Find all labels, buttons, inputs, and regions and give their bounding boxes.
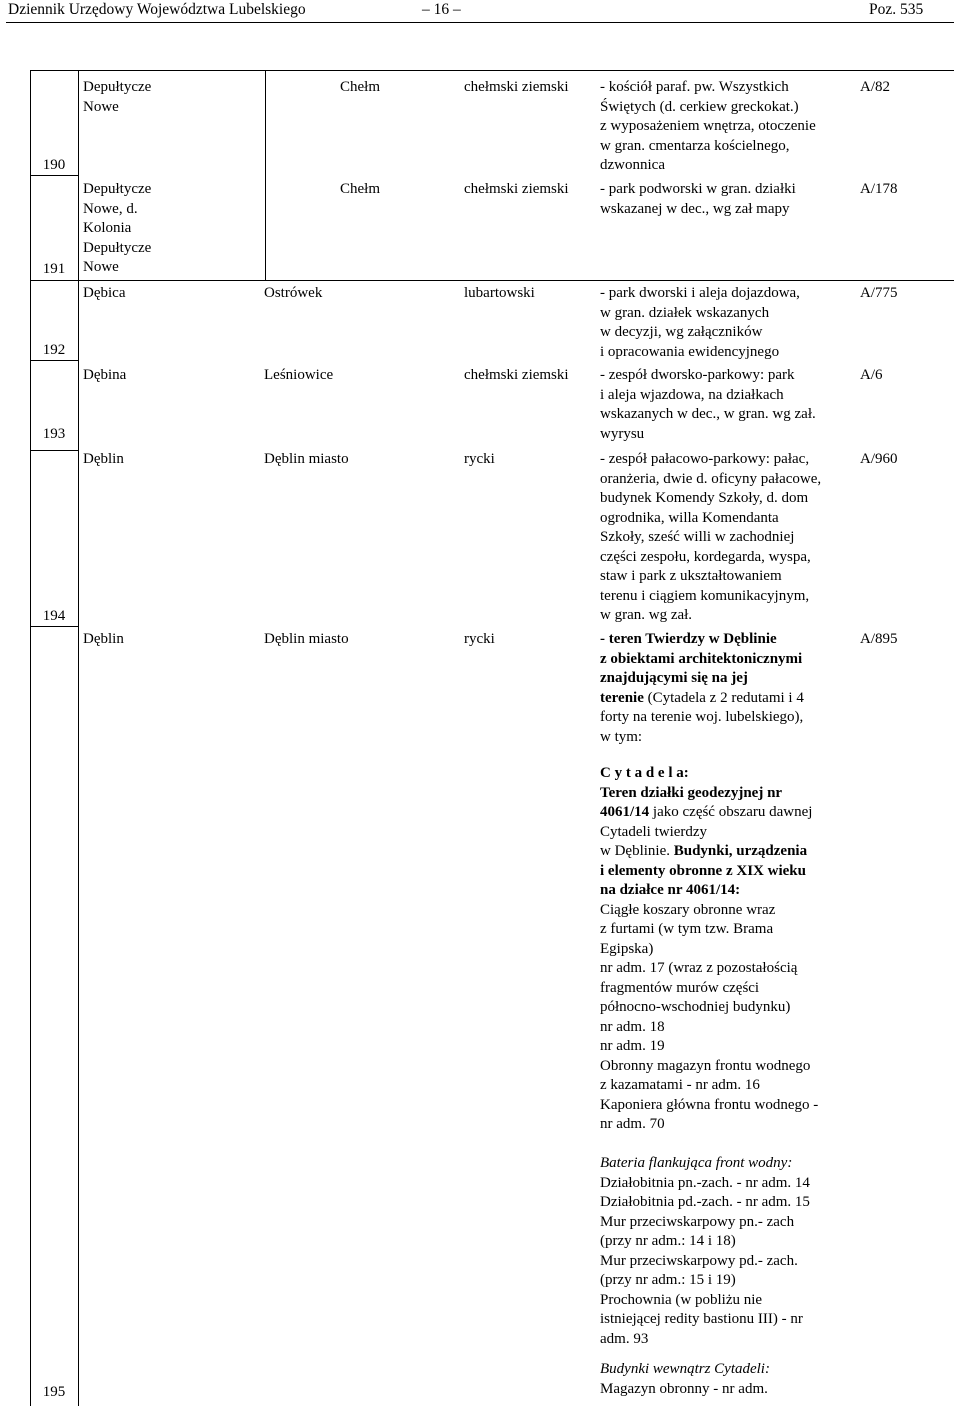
county-name: chełmski ziemski (464, 367, 569, 383)
row-separator-194 (30, 626, 78, 627)
object-description (600, 630, 804, 747)
register-table (30, 70, 954, 1406)
teren-twierdzy-heading: - teren Twierdzy w Dęblinie z obiektami architektonicznymi znajdującymi się na jej (600, 631, 803, 686)
object-description: - zespół dworsko-parkowy: park i aleja wjazdowa, na działkach wskazanych w dec., w gran. wg zał. wyrysu (600, 367, 816, 442)
county-name: rycki (464, 631, 495, 647)
parcel-description: jako część obszaru dawnej Cytadeli twierdzy w Dęblinie. (600, 804, 813, 859)
page-number: – 16 – (422, 1, 461, 18)
cytadela-building-list: Ciągłe koszary obronne wraz z furtami (w tym tzw. Brama Egipska) nr adm. 17 (wraz z pozostałością fragmentów murów części północno-wschodniej budynku) nr adm. 18 nr adm. 19 Obronny magazyn frontu wodnego z kazamatami - nr adm. 16 Kaponiera główna frontu wodnego - nr adm. 70 (600, 901, 819, 1132)
register-number: A/178 (860, 181, 898, 197)
county-name: chełmski ziemski (464, 79, 569, 95)
row-number: 194 (42, 608, 66, 624)
object-description: - kościół paraf. pw. Wszystkich Świętych (d. cerkiew greckokat.) z wyposażeniem wnętrza, otoczenie w gran. cmentarza kościelnego, dzwonnica (600, 79, 816, 173)
object-description: - park podworski w gran. działki wskazanej w dec., wg zał mapy (600, 181, 796, 217)
row-separator-193 (30, 450, 78, 451)
commune-name: Dęblin miasto (264, 451, 349, 467)
commune-name: Dęblin miasto (264, 631, 349, 647)
cytadela-heading: C y t a d e l a: (600, 765, 689, 781)
budynki-list: Magazyn obronny - nr adm. (600, 1380, 768, 1397)
bateria-heading: Bateria flankująca front wodny: (600, 1155, 793, 1171)
register-number: A/82 (860, 79, 890, 95)
bateria-list: Działobitnia pn.-zach. - nr adm. 14 Działobitnia pd.-zach. - nr adm. 15 Mur przeciwskarpowy pn.- zach (przy nr adm.: 14 i 18) Mur przeciwskarpowy pd.- zach. (przy nr adm.: 15 i 19) Prochownia (w pobliżu nie istniejącej redity bastionu III) - nr adm. 93 (600, 1174, 810, 1347)
row-number: 192 (42, 342, 66, 358)
table-top-border (30, 70, 954, 71)
position-number: Poz. 535 (869, 1, 924, 18)
budynki-heading: Budynki wewnątrz Cytadeli: (600, 1361, 770, 1377)
place-name: Dęblin (83, 451, 124, 467)
buildings-heading: Budynki, urządzenia i elementy obronne z XIX wieku na działce nr 4061/14: (600, 843, 808, 898)
cytadela-summary: (Cytadela z 2 redutami i 4 forty na terenie woj. lubelskiego), w tym: (600, 689, 804, 745)
row-number: 193 (42, 426, 66, 442)
register-number: A/960 (860, 451, 898, 467)
county-name: lubartowski (464, 285, 535, 301)
row-number: 190 (42, 157, 66, 173)
register-number: A/6 (860, 367, 883, 383)
place-name: Depułtycze Nowe (83, 79, 152, 115)
journal-title: Dziennik Urzędowy Województwa Lubelskiego (8, 1, 306, 18)
bateria-section (600, 1154, 810, 1349)
number-column-divider (78, 70, 79, 1406)
place-name: Dębina (83, 367, 127, 383)
row-number: 195 (42, 1384, 66, 1400)
place-name: Depułtycze Nowe, d. Kolonia Depułtycze Nowe (83, 181, 152, 275)
terenie-word: terenie (600, 689, 644, 706)
commune-name: Chełm (340, 79, 380, 95)
header-rule (6, 22, 954, 23)
row-separator-192 (30, 360, 78, 361)
register-number: A/895 (860, 631, 898, 647)
page-header (0, 0, 960, 24)
commune-name: Chełm (340, 181, 380, 197)
place-column-divider (265, 70, 266, 280)
row-separator-190 (30, 175, 78, 176)
object-description: - park dworski i aleja dojazdowa, w gran. działek wskazanych w decyzji, wg załączników i opracowania ewidencyjnego (600, 285, 800, 360)
commune-name: Ostrówek (264, 285, 323, 301)
county-name: chełmski ziemski (464, 181, 569, 197)
cytadela-section (600, 764, 818, 1135)
county-name: rycki (464, 451, 495, 467)
place-name: Dębica (83, 285, 126, 301)
place-name: Dęblin (83, 631, 124, 647)
object-description: - zespół pałacowo-parkowy: pałac, oranżeria, dwie d. oficyny pałacowe, budynek Komendy Szkoły, d. dom ogrodnika, willa Komendanta Szkoły, sześć willi w zachodniej części zespołu, kordegarda, wyspa, staw i park z ukształtowaniem terenu i ciągiem komunikacyjnym, w gran. wg zał. (600, 451, 822, 623)
budynki-section (600, 1360, 770, 1399)
commune-name: Leśniowice (264, 367, 334, 383)
register-number: A/775 (860, 285, 898, 301)
parcel-reference: Teren działki geodezyjnej nr 4061/14 (600, 784, 783, 820)
row-separator-191 (30, 280, 954, 281)
row-number: 191 (42, 261, 66, 277)
